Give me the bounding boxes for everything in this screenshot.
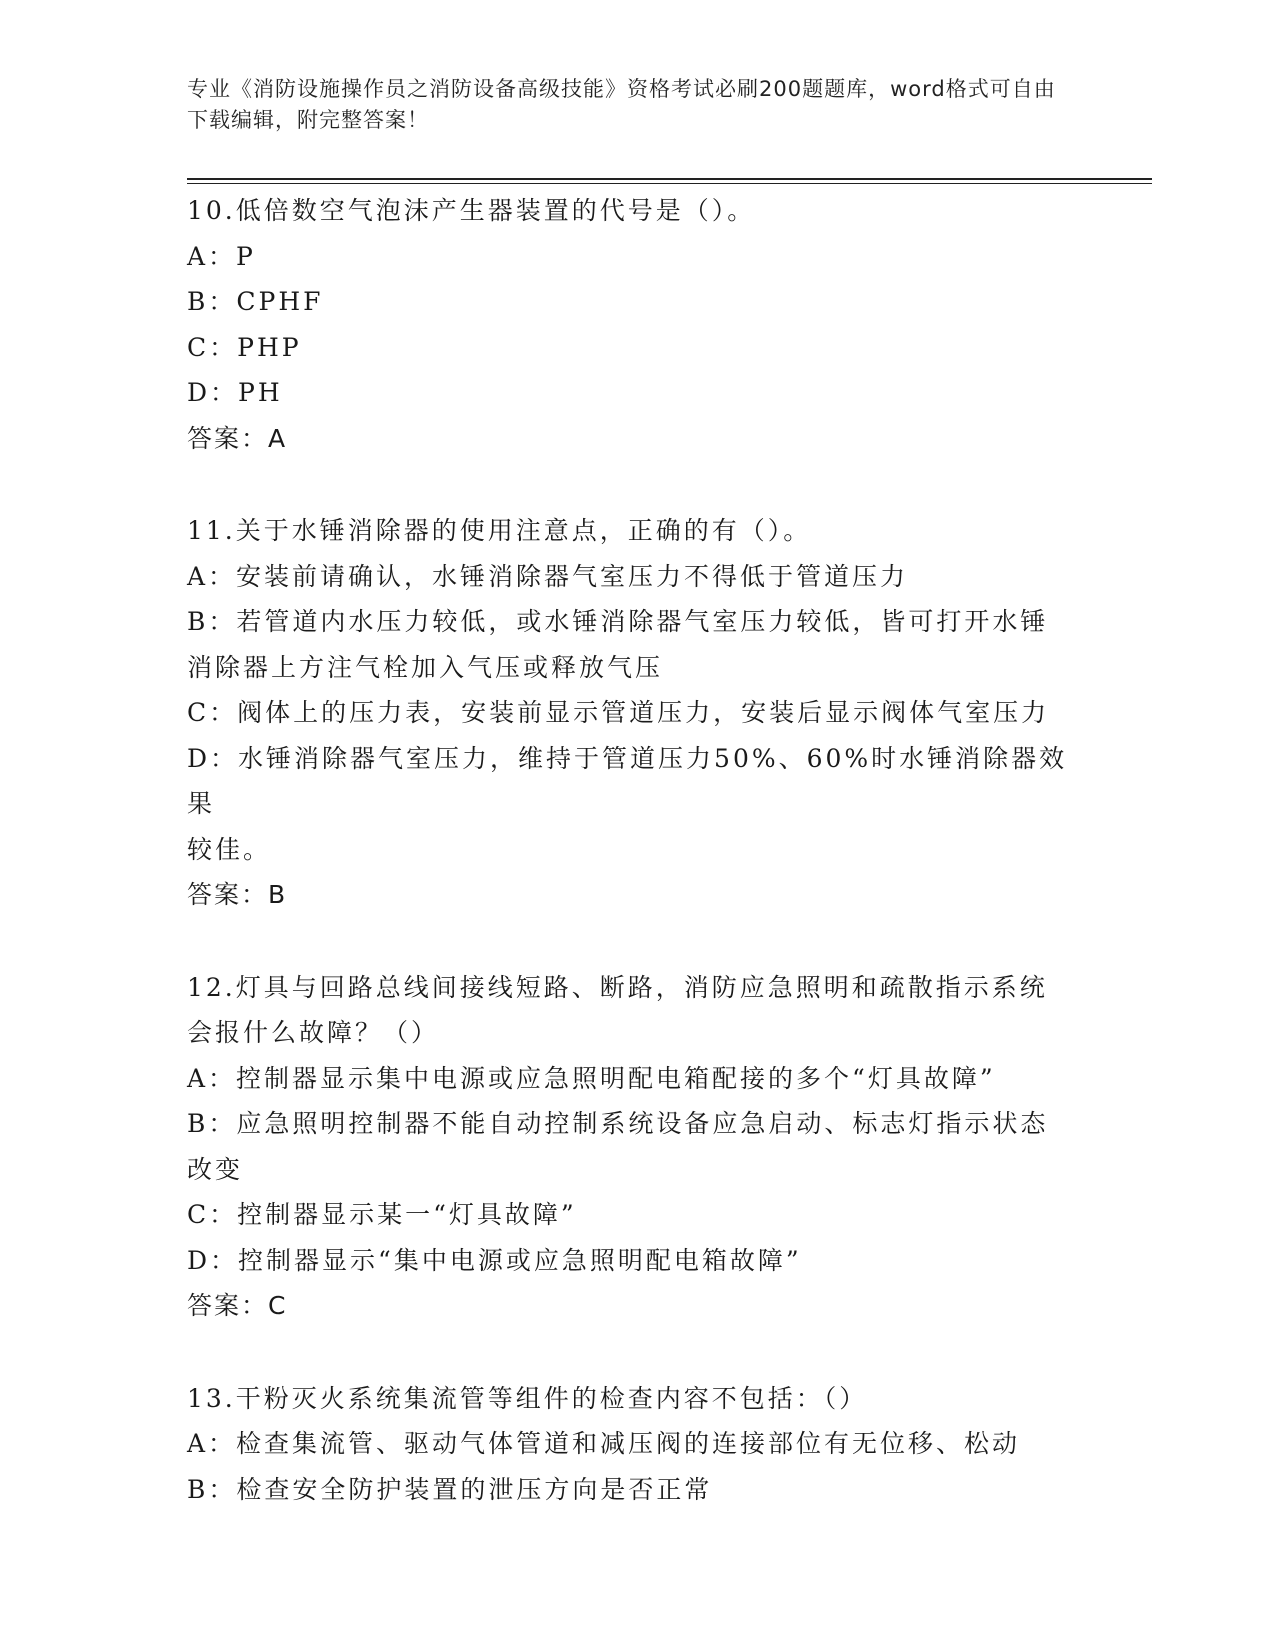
question-stem: 11.关于水锤消除器的使用注意点，正确的有（）。 — [187, 516, 812, 545]
option-a: A：控制器显示集中电源或应急照明配电箱配接的多个“灯具故障” — [187, 1063, 996, 1093]
option-a: A：检查集流管、驱动气体管道和减压阀的连接部位有无位移、松动 — [187, 1429, 1021, 1458]
option-b-continued: 消除器上方注气栓加入气压或释放气压 — [187, 652, 664, 682]
option-d: D：PH — [187, 378, 283, 407]
option-d: D：控制器显示“集中电源或应急照明配电箱故障” — [187, 1245, 802, 1275]
question-11 — [187, 508, 1087, 918]
header-rule-thin — [187, 183, 1152, 184]
answer-label: 答案：A — [187, 423, 288, 453]
option-a: A：P — [187, 241, 256, 271]
option-b: B：若管道内水压力较低，或水锤消除器气室压力较低，皆可打开水锤 — [187, 607, 1049, 636]
question-10 — [187, 188, 1087, 461]
answer-label: 答案：C — [187, 1291, 288, 1320]
option-c: C：控制器显示某一“灯具故障” — [187, 1200, 577, 1229]
document-header: 专业《消防设施操作员之消防设备高级技能》资格考试必刷200题题库，word格式可自由下载编辑，附完整答案！ — [187, 77, 1056, 132]
question-stem: 12.灯具与回路总线间接线短路、断路，消防应急照明和疏散指示系统 — [187, 972, 1048, 1002]
option-b: B：应急照明控制器不能自动控制系统设备应急启动、标志灯指示状态 — [187, 1109, 1049, 1138]
question-12 — [187, 965, 1087, 1329]
question-13 — [187, 1376, 1087, 1513]
option-b-continued: 改变 — [187, 1154, 244, 1184]
option-d: D：水锤消除器气室压力，维持于管道压力50%、60%时水锤消除器效果 — [187, 743, 1068, 818]
option-b: B：CPHF — [187, 287, 324, 316]
option-c: C：PHP — [187, 332, 302, 362]
option-d-continued: 较佳。 — [187, 834, 272, 864]
option-a: A：安装前请确认，水锤消除器气室压力不得低于管道压力 — [187, 561, 909, 591]
question-stem: 10.低倍数空气泡沫产生器装置的代号是（）。 — [187, 196, 756, 225]
question-list — [187, 188, 1087, 1559]
option-b: B：检查安全防护装置的泄压方向是否正常 — [187, 1474, 713, 1504]
option-c: C：阀体上的压力表，安装前显示管道压力，安装后显示阀体气室压力 — [187, 698, 1050, 727]
answer-label: 答案：B — [187, 880, 288, 909]
question-stem: 13.干粉灭火系统集流管等组件的检查内容不包括：（） — [187, 1383, 868, 1413]
question-stem-continued: 会报什么故障？（） — [187, 1018, 440, 1047]
header-rule-thick — [187, 178, 1152, 180]
